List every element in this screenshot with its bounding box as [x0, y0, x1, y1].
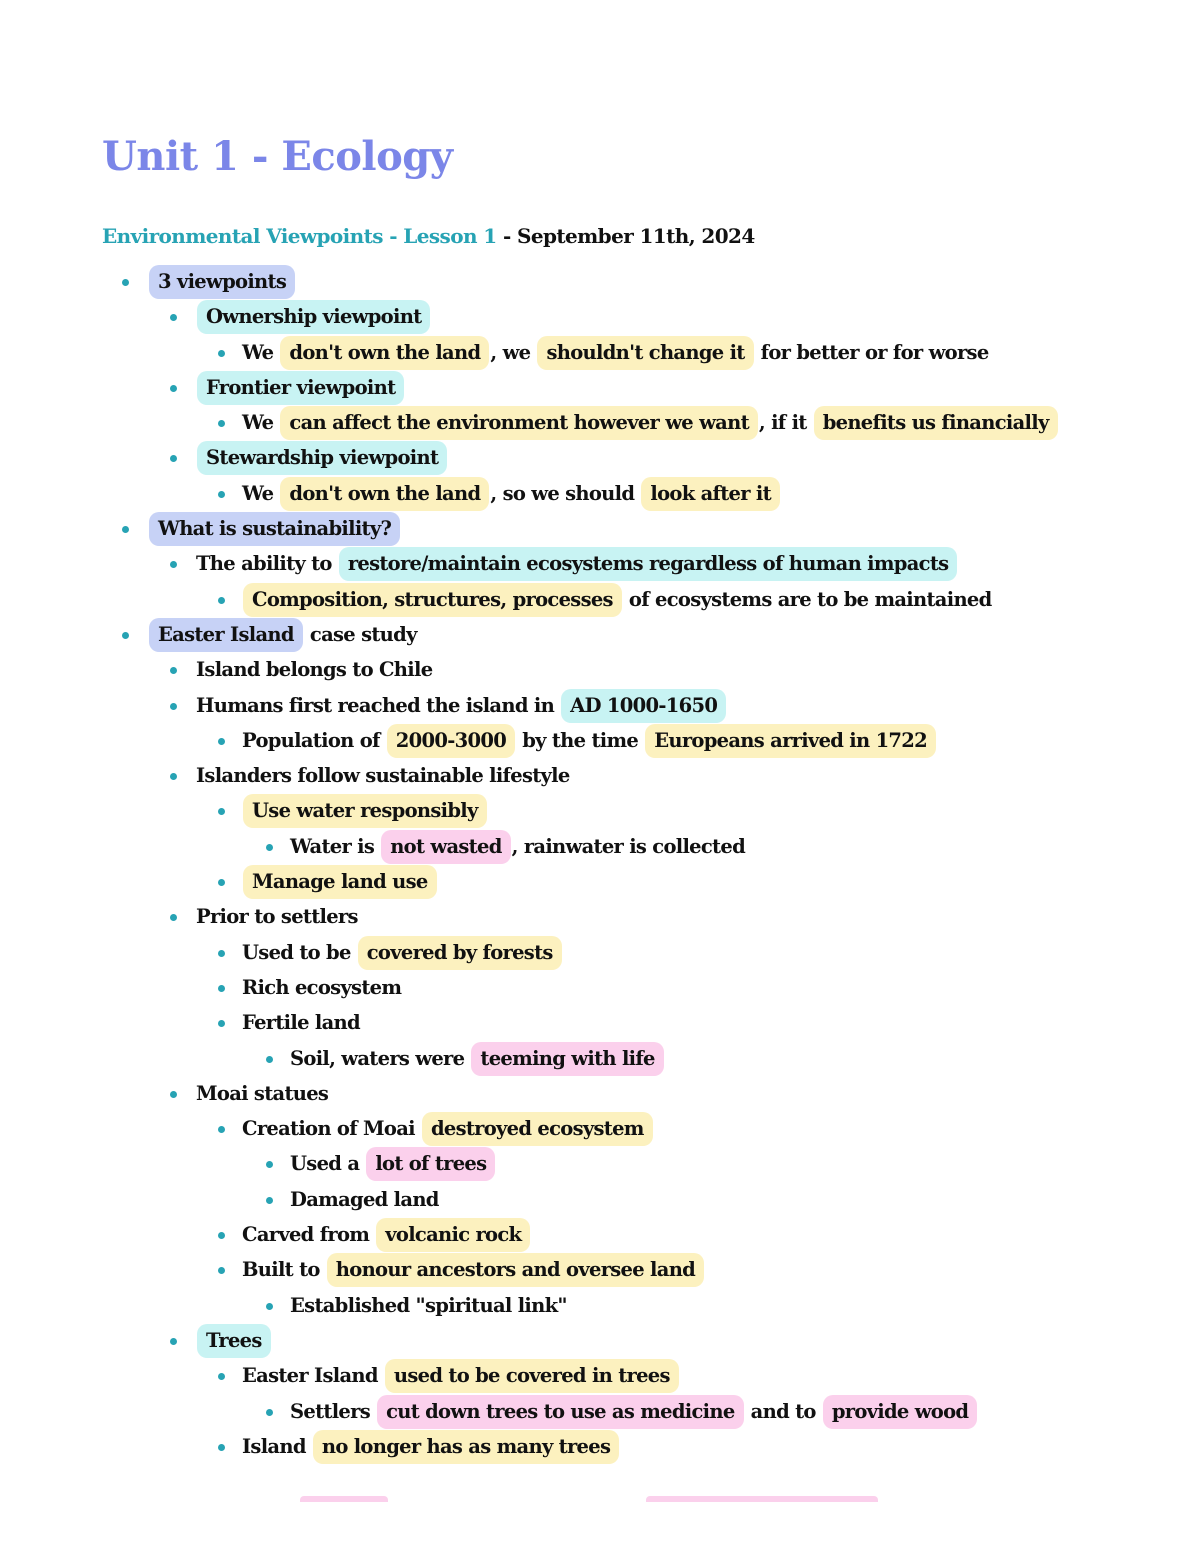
plain-text: , we — [490, 340, 537, 364]
bullet-icon — [218, 808, 225, 815]
list-item — [102, 1217, 1162, 1252]
list-item-text — [196, 1076, 328, 1111]
list-item-text — [290, 1288, 567, 1323]
list-item — [102, 440, 1162, 475]
plain-text: Soil, waters were — [290, 1046, 471, 1070]
list-item — [102, 370, 1162, 405]
list-item-text — [290, 1182, 439, 1217]
highlight-pink: lot of trees — [366, 1147, 495, 1181]
list-item-text — [242, 1217, 531, 1252]
list-item-text — [290, 1146, 496, 1181]
bullet-icon — [170, 667, 177, 674]
plain-text: Islanders follow sustainable lifestyle — [196, 764, 570, 788]
highlight-blue: Easter Island — [149, 618, 303, 652]
list-item — [102, 335, 1162, 370]
bullet-icon — [266, 1056, 273, 1063]
bullet-icon — [122, 526, 129, 533]
plain-text: Used a — [290, 1152, 366, 1176]
bullet-icon — [266, 844, 273, 851]
plain-text: for better or for worse — [754, 340, 989, 364]
list-item — [102, 793, 1162, 828]
page-title: Unit 1 - Ecology — [102, 133, 453, 180]
bullet-icon — [122, 279, 129, 286]
list-item-text — [290, 829, 745, 864]
plain-text: Moai statues — [196, 1081, 329, 1105]
bullet-icon — [170, 314, 177, 321]
bullet-icon — [266, 1161, 273, 1168]
list-item-text — [196, 299, 431, 334]
plain-text: Rich ecosystem — [242, 975, 402, 999]
list-item — [102, 264, 1162, 299]
highlight-pink: provide wood — [823, 1395, 978, 1429]
highlight-yellow: benefits us financially — [814, 406, 1058, 440]
list-item-text — [290, 1394, 978, 1429]
highlight-yellow: don't own the land — [280, 477, 489, 511]
bullet-icon — [218, 1126, 225, 1133]
bullet-icon — [170, 1091, 177, 1098]
list-item-text — [242, 476, 781, 511]
bullet-icon — [218, 1267, 225, 1274]
list-item-text — [196, 1323, 272, 1358]
list-item-text — [242, 793, 488, 828]
list-item-text — [242, 1111, 654, 1146]
list-item — [102, 723, 1162, 758]
bullet-icon — [170, 773, 177, 780]
plain-text: The ability to — [196, 552, 338, 576]
list-item — [102, 617, 1162, 652]
list-item — [102, 758, 1162, 793]
list-item-text — [196, 652, 432, 687]
highlight-yellow: covered by forests — [358, 936, 562, 970]
bullet-icon — [170, 455, 177, 462]
list-item — [102, 405, 1162, 440]
highlight-yellow: no longer has as many trees — [313, 1430, 619, 1464]
bullet-icon — [218, 950, 225, 957]
bullet-icon — [266, 1409, 273, 1416]
bullet-icon — [266, 1303, 273, 1310]
plain-text: of ecosystems are to be maintained — [622, 587, 992, 611]
bullet-icon — [170, 1338, 177, 1345]
list-item-text — [242, 970, 401, 1005]
list-item-text — [196, 546, 958, 581]
bullet-icon — [218, 420, 225, 427]
highlight-yellow: look after it — [641, 477, 780, 511]
plain-text: and to — [744, 1399, 822, 1423]
list-item-text — [242, 1252, 705, 1287]
highlight-yellow: 2000-3000 — [387, 724, 515, 758]
bullet-icon — [170, 385, 177, 392]
highlight-cyan: Ownership viewpoint — [197, 300, 430, 334]
list-item — [102, 1288, 1162, 1323]
list-item-text — [242, 1358, 680, 1393]
lesson-heading — [102, 222, 1162, 250]
highlight-yellow: volcanic rock — [376, 1218, 530, 1252]
plain-text: Island belongs to Chile — [196, 658, 433, 682]
plain-text: Humans first reached the island in — [196, 693, 561, 717]
plain-text: Built to — [242, 1258, 326, 1282]
list-item-text — [290, 1041, 665, 1076]
plain-text: Water is — [290, 834, 381, 858]
bullet-icon — [218, 738, 225, 745]
highlight-yellow: don't own the land — [280, 336, 489, 370]
plain-text: Fertile land — [242, 1011, 360, 1035]
list-item — [102, 935, 1162, 970]
highlight-blue: 3 viewpoints — [149, 265, 295, 299]
list-item-text — [196, 440, 448, 475]
list-item-text — [196, 370, 405, 405]
bullet-icon — [266, 1197, 273, 1204]
list-item — [102, 1323, 1162, 1358]
highlight-pink: cut down trees to use as medicine — [377, 1395, 744, 1429]
plain-text: Creation of Moai — [242, 1117, 421, 1141]
list-item-text — [196, 688, 727, 723]
list-item — [102, 970, 1162, 1005]
plain-text: Used to be — [242, 940, 357, 964]
list-item-text — [148, 617, 417, 652]
list-item — [102, 476, 1162, 511]
highlight-yellow: used to be covered in trees — [385, 1359, 679, 1393]
bullet-icon — [218, 597, 225, 604]
bullet-icon — [218, 985, 225, 992]
highlight-pink: teeming with life — [471, 1042, 663, 1076]
plain-text: Prior to settlers — [196, 905, 358, 929]
list-item — [102, 1358, 1162, 1393]
list-item-text — [242, 1429, 620, 1464]
list-item — [102, 1041, 1162, 1076]
plain-text: We — [242, 340, 280, 364]
bullet-icon — [218, 491, 225, 498]
bullet-icon — [170, 914, 177, 921]
list-item — [102, 299, 1162, 334]
highlight-cyan: AD 1000-1650 — [561, 689, 726, 723]
list-item — [102, 1394, 1162, 1429]
plain-text: Population of — [242, 728, 386, 752]
list-item — [102, 688, 1162, 723]
plain-text: , so we should — [490, 481, 641, 505]
list-item — [102, 652, 1162, 687]
list-item-text — [242, 935, 563, 970]
list-item — [102, 864, 1162, 899]
bullet-icon — [218, 1444, 225, 1451]
list-item — [102, 582, 1162, 617]
list-item — [102, 1111, 1162, 1146]
list-item — [102, 1429, 1162, 1464]
bullet-icon — [170, 703, 177, 710]
list-item — [102, 511, 1162, 546]
plain-text: Easter Island — [242, 1364, 384, 1388]
highlight-yellow: Europeans arrived in 1722 — [645, 724, 936, 758]
list-item — [102, 1252, 1162, 1287]
bullet-icon — [218, 350, 225, 357]
highlight-yellow: Use water responsibly — [243, 794, 487, 828]
highlight-cyan: Frontier viewpoint — [197, 371, 404, 405]
list-item — [102, 1146, 1162, 1181]
lesson-date: - September 11th, 2024 — [496, 224, 755, 248]
list-item-text — [242, 335, 989, 370]
list-item — [102, 1005, 1162, 1040]
list-item — [102, 1076, 1162, 1111]
highlight-yellow: Composition, structures, processes — [243, 583, 622, 617]
plain-text: We — [242, 411, 280, 435]
list-item — [102, 899, 1162, 934]
highlight-yellow: destroyed ecosystem — [422, 1112, 653, 1146]
plain-text: Island — [242, 1434, 312, 1458]
plain-text: , rainwater is collected — [511, 834, 746, 858]
bullet-icon — [218, 879, 225, 886]
plain-text: Damaged land — [290, 1187, 439, 1211]
list-item-text — [242, 864, 438, 899]
bullet-icon — [218, 1373, 225, 1380]
notes-outline — [102, 264, 1162, 1464]
list-item-text — [148, 511, 401, 546]
bullet-icon — [218, 1020, 225, 1027]
plain-text: Established "spiritual link" — [290, 1293, 567, 1317]
plain-text: Settlers — [290, 1399, 377, 1423]
list-item-text — [148, 264, 296, 299]
highlight-yellow: can affect the environment however we want — [280, 406, 758, 440]
document-page — [102, 128, 1162, 1464]
bullet-icon — [170, 561, 177, 568]
plain-text: We — [242, 481, 280, 505]
lesson-topic: Environmental Viewpoints - Lesson 1 — [102, 224, 497, 248]
list-item — [102, 1182, 1162, 1217]
list-item-text — [242, 1005, 360, 1040]
bullet-icon — [218, 1232, 225, 1239]
highlight-cyan: restore/maintain ecosystems regardless of human impacts — [339, 547, 958, 581]
highlight-blue: What is sustainability? — [149, 512, 400, 546]
cutoff-highlight-pink — [646, 1496, 878, 1502]
list-item-text — [242, 582, 992, 617]
plain-text: by the time — [516, 728, 645, 752]
list-item-text — [242, 723, 937, 758]
list-item-text — [196, 899, 358, 934]
list-item-text — [196, 758, 570, 793]
highlight-cyan: Trees — [197, 1324, 271, 1358]
cutoff-highlight-pink — [300, 1496, 388, 1502]
list-item — [102, 546, 1162, 581]
bullet-icon — [122, 632, 129, 639]
list-item-text — [242, 405, 1059, 440]
plain-text: , if it — [758, 411, 813, 435]
list-item — [102, 829, 1162, 864]
highlight-yellow: honour ancestors and oversee land — [327, 1253, 704, 1287]
highlight-yellow: Manage land use — [243, 865, 437, 899]
plain-text: Carved from — [242, 1223, 376, 1247]
highlight-pink: not wasted — [381, 830, 510, 864]
plain-text: case study — [303, 622, 417, 646]
highlight-yellow: shouldn't change it — [537, 336, 753, 370]
highlight-cyan: Stewardship viewpoint — [197, 441, 447, 475]
